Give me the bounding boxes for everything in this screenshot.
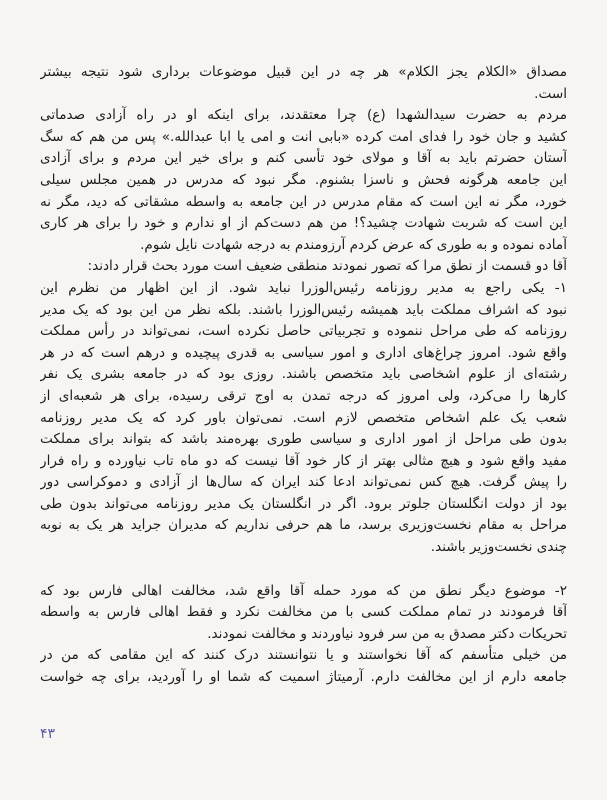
- text-line: بود از دولت انگلستان جلوتر برود. اگر در انگلستان یک مدیر روزنامه می‌تواند بدون طی: [40, 495, 567, 512]
- text-line: ۱- یکی راجع به مدیر روزنامه رئیس‌الوزرا نباید شود. از این اظهار من نظرم این: [40, 279, 567, 296]
- text-line: چندی نخست‌وزیر باشند.: [430, 539, 567, 556]
- text-line: است.: [534, 85, 567, 102]
- text-line: این است که شربت شهادت چشید؟! من هم دست‌کم از او ندارم و خود را برای هر کاری: [40, 215, 567, 232]
- body-text: [40, 62, 567, 689]
- paragraph-4: [40, 581, 567, 646]
- text-line: آقا دو قسمت از نطق مرا که تصور نمودند منطقی ضعیف است مورد بحث قرار دادند:: [87, 258, 567, 275]
- text-line: من خیلی متأسفم که آقا نخواستند و یا نتوانستند درک کنند که این مقامی که من در: [40, 647, 567, 664]
- text-line: را پیش گرفت. هیچ کس نمی‌تواند ادعا کند ایران که سال‌ها از آزادی و دموکراسی دور: [40, 474, 567, 491]
- paragraph-2: [40, 105, 567, 256]
- text-line: تحریکات دکتر مصدق به من سر فرود نیاوردند و مخالفت نمودند.: [207, 625, 567, 642]
- text-line: آماده نموده و به طوری که عرض کردم آرزومندم به درجه شهادت نایل شوم.: [140, 236, 567, 253]
- text-line-content: کشید و جان خود را فدای امت کرده «بابی انت و امی یا ابا عبدالله.» پس من هم که سگ: [40, 128, 567, 145]
- text-line: بدون طی مراحل از امور اداری و سیاسی طوری بهره‌مند باشد که بتواند برای مملکت: [40, 431, 567, 448]
- text-line: نبود که اشراف مملکت باید همیشه رئیس‌الوزرا باشند. بلکه نظر من این بود که یک مدیر: [40, 301, 567, 318]
- text-line: خورد، مگر نه این است که مقام مدرس در این جامعه به واسطه مشقاتی که دید، مگر نه: [40, 193, 567, 210]
- text-line: جامعه دارم از این مخالفت دارم. آرمیتاژ اسمیت که شما او را آوردید، برای چه خواست: [40, 669, 567, 686]
- text-line: این جامعه هرگونه فحش و ناسزا بشنوم. مگر نبود که مدرس در همین مجلس سیلی: [40, 171, 567, 188]
- text-line: آقا فرمودند در تمام مملکت کسی با من مخالفت نکرد و فقط اهالی فارس به واسطه: [40, 604, 567, 621]
- text-line: رشته‌ای از علوم اشخاصی باید متخصص باشند. روزی بود که در جامعه بشری یک نفر: [40, 366, 567, 383]
- text-line: واقع شود. امروز چراغ‌های اداری و امور سیاسی به قدری پیچیده و درهم است که در هر: [40, 344, 567, 361]
- text-line: مفید واقع شود و هیچ مثالی بهتر از کار خود آقا نیست که دو ماه تاب نیاورده و راه فرار: [40, 452, 567, 469]
- text-line: روزنامه که طی مراحل ننموده و تجربیاتی حاصل نکرده است، نمی‌تواند در رأس مملکت: [40, 323, 567, 340]
- text-line-content: آستان حضرتم باید به آقا و مولای خود تأسی کنم و برای خیر این مردم و برای آزادی: [40, 150, 567, 167]
- text-line: مراحل به مقام نخست‌وزیری برسد، ما هم حرفی نداریم که مدیران جراید هر یک به نوبه: [40, 517, 567, 534]
- text-line-content: مردم به حضرت سیدالشهدا (ع) چرا معتقدند، برای اینکه او در راه آزادی صدماتی: [40, 107, 567, 124]
- highlighted-text-line: [40, 148, 567, 170]
- paragraph-5: [40, 645, 567, 688]
- paragraph-1: [40, 62, 567, 105]
- page-number: ۴۳: [40, 726, 56, 742]
- text-line: ۲- موضوع دیگر نطق من که مورد حمله آقا واقع شد، مخالفت اهالی فارس بود که: [40, 582, 567, 599]
- text-line: کارها را می‌کرد، ولی امروز که درجه تمدن به اوج ترقی رسیده، برای هر شعبه‌ای از: [40, 387, 567, 404]
- text-line: مصداق «الکلام یجز الکلام» هر چه در این قبیل موضوعات برداری شود نتیجه بیشتر: [40, 64, 567, 80]
- highlighted-text-line: [40, 127, 567, 149]
- highlighted-text-line: [40, 105, 567, 127]
- text-line: شعب یک علم اشخاص متخصص لازم است. نمی‌توان باور کرد که یک مدیر روزنامه: [40, 409, 567, 426]
- paragraph-3: [40, 256, 567, 558]
